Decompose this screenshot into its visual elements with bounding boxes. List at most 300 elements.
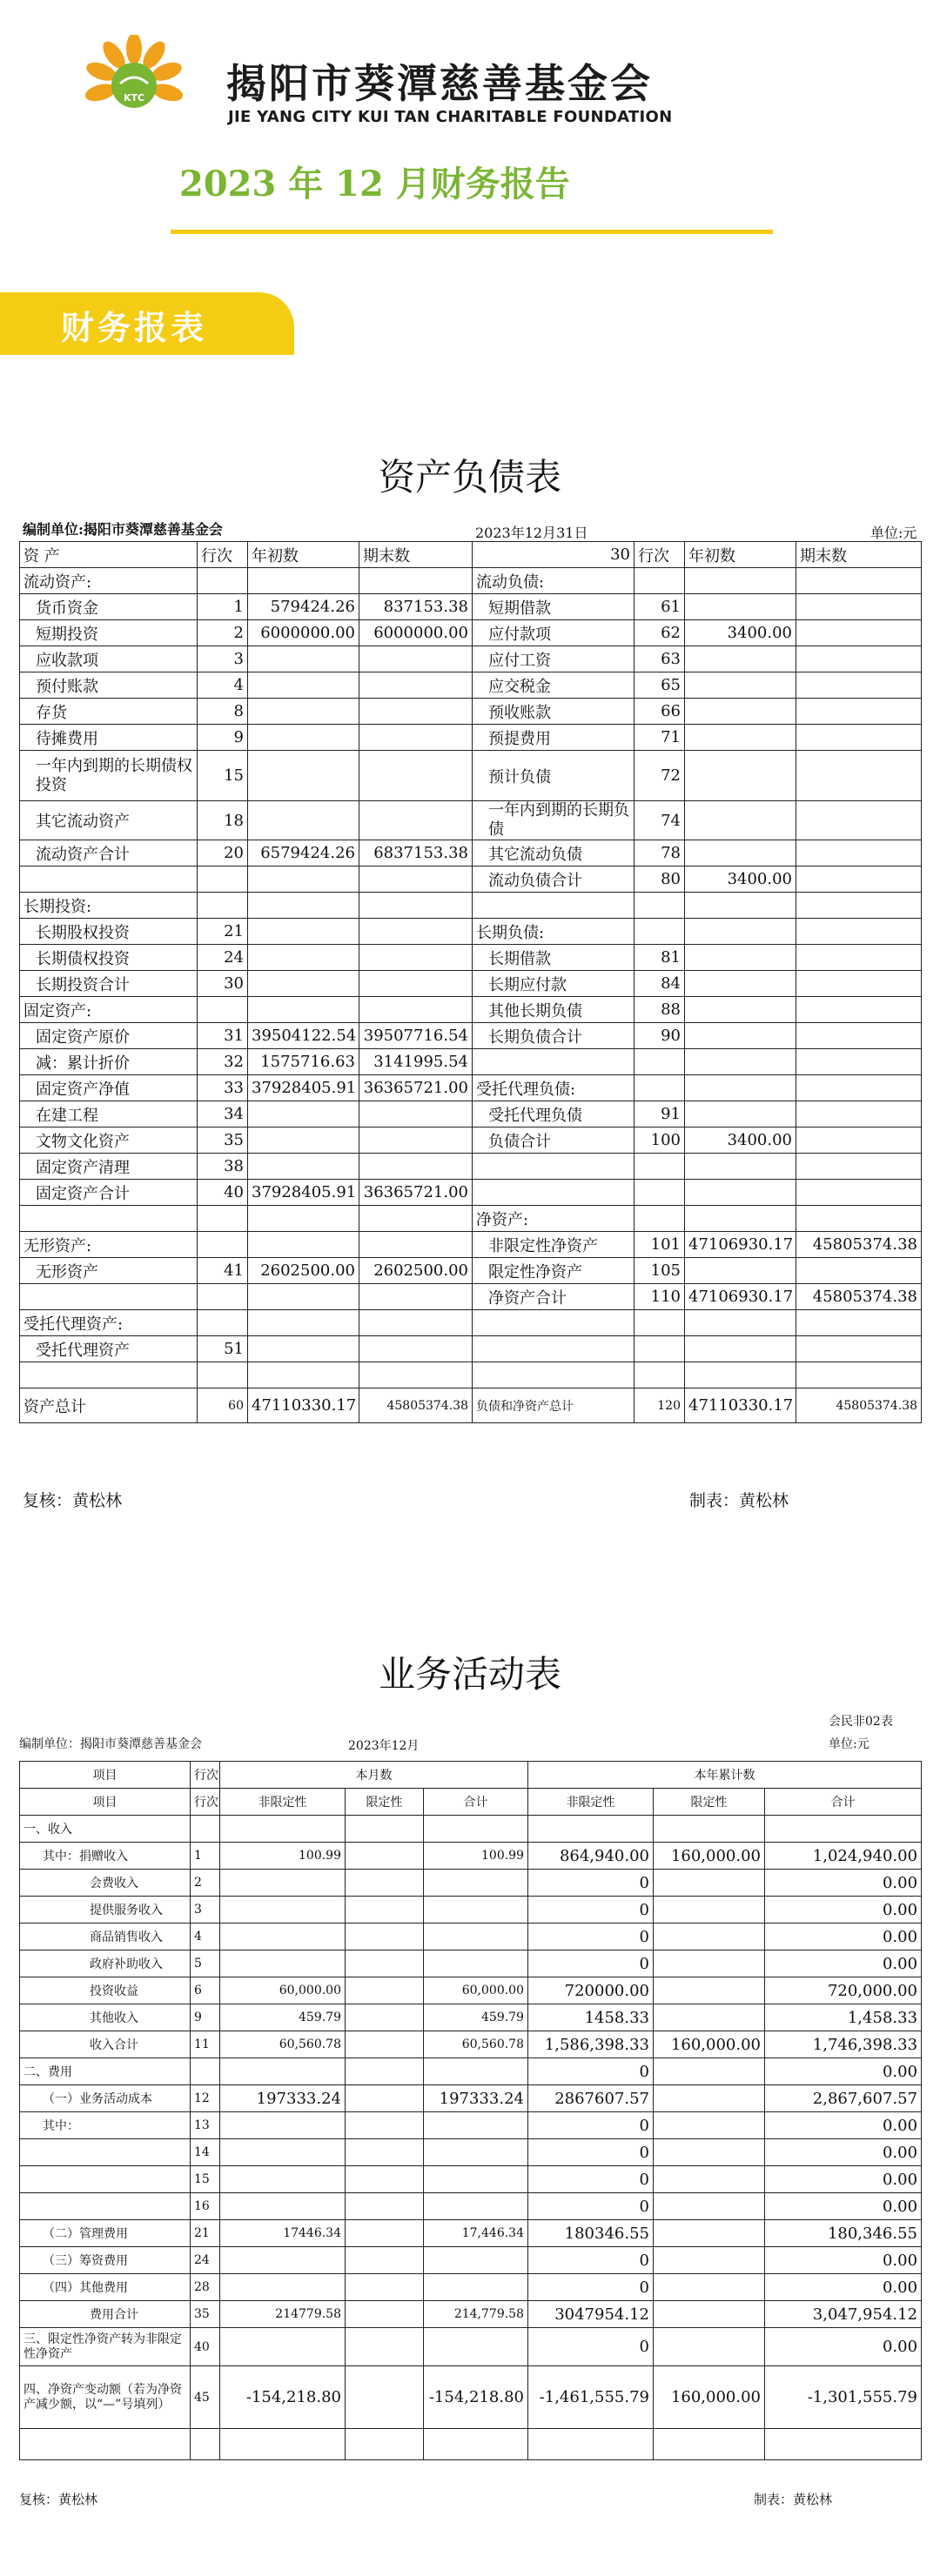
table-cell: 年初数: [685, 542, 796, 568]
table-row: [20, 1232, 922, 1258]
table-cell: 0.00: [765, 2274, 922, 2301]
table-cell: [359, 801, 473, 840]
table-cell: [198, 997, 248, 1023]
table-cell: 流动资产合计: [20, 840, 198, 866]
table-cell: 33: [198, 1075, 248, 1101]
table-cell: 14: [191, 2139, 220, 2166]
table-row: [20, 2301, 922, 2328]
table-cell: 37928405.91: [248, 1075, 359, 1101]
table-cell: 3047954.12: [528, 2301, 654, 2328]
table-cell: 期末数: [359, 542, 473, 568]
table-row: [20, 1897, 922, 1924]
table-cell: [198, 1362, 248, 1388]
balance-currency: 单位:元: [870, 525, 917, 541]
table-cell: 0.00: [765, 2139, 922, 2166]
table-cell: [796, 997, 922, 1023]
table-cell: 62: [634, 620, 685, 646]
table-cell: 0: [528, 1897, 654, 1924]
table-cell: [346, 2166, 424, 2193]
table-cell: [473, 1362, 634, 1388]
table-cell: [424, 2058, 528, 2085]
table-cell: [685, 1101, 796, 1127]
table-cell: [359, 725, 473, 751]
table-cell: 11: [191, 2031, 220, 2058]
table-cell: [359, 945, 473, 971]
table-cell: 固定资产净值: [20, 1075, 198, 1101]
table-cell: 0: [528, 2328, 654, 2366]
table-row: [20, 1924, 922, 1950]
table-cell: 160,000.00: [654, 2031, 765, 2058]
table-cell: [685, 1180, 796, 1206]
table-cell: 35: [198, 1127, 248, 1154]
table-cell: 合计: [765, 1789, 922, 1816]
table-cell: 0.00: [765, 2193, 922, 2220]
table-cell: [424, 2166, 528, 2193]
table-cell: [248, 1362, 359, 1388]
table-cell: 政府补助收入: [20, 1950, 191, 1977]
table-cell: [248, 1310, 359, 1336]
table-cell: 65: [634, 672, 685, 699]
table-cell: 其他收入: [20, 2004, 191, 2031]
table-cell: [220, 2112, 346, 2139]
table-cell: [248, 1154, 359, 1180]
table-cell: 40: [198, 1180, 248, 1206]
table-cell: [796, 1258, 922, 1284]
table-row: [20, 2085, 922, 2112]
table-cell: 二、费用: [20, 2058, 191, 2085]
table-cell: [796, 1206, 922, 1232]
table-cell: [198, 1232, 248, 1258]
table-cell: [346, 2085, 424, 2112]
table-cell: [20, 2429, 191, 2460]
table-cell: 0: [528, 2193, 654, 2220]
table-cell: [685, 945, 796, 971]
table-row: [20, 2139, 922, 2166]
table-cell: [248, 646, 359, 672]
table-cell: 3400.00: [685, 866, 796, 893]
table-cell: 100: [634, 1127, 685, 1154]
table-cell: [346, 2004, 424, 2031]
table-cell: 行次: [198, 542, 248, 568]
table-cell: [359, 1310, 473, 1336]
table-cell: 2602500.00: [248, 1258, 359, 1284]
table-cell: 60,560.78: [424, 2031, 528, 2058]
table-cell: 28: [191, 2274, 220, 2301]
table-cell: [654, 1950, 765, 1977]
table-cell: [346, 2301, 424, 2328]
table-cell: 0: [528, 2058, 654, 2085]
table-cell: [654, 2247, 765, 2274]
table-cell: 47110330.17: [248, 1388, 359, 1423]
table-row: [20, 751, 922, 801]
table-cell: [346, 2112, 424, 2139]
table-cell: [346, 2193, 424, 2220]
table-cell: [220, 2139, 346, 2166]
table-cell: 24: [191, 2247, 220, 2274]
table-cell: 47106930.17: [685, 1284, 796, 1310]
table-cell: [473, 1180, 634, 1206]
table-cell: [685, 971, 796, 997]
table-cell: 20: [198, 840, 248, 866]
table-cell: 4: [191, 1924, 220, 1950]
table-cell: [359, 646, 473, 672]
table-row: [20, 1127, 922, 1154]
table-cell: 0: [528, 1950, 654, 1977]
table-cell: 流动负债合计: [473, 866, 634, 893]
table-cell: 存货: [20, 699, 198, 725]
table-cell: 110: [634, 1284, 685, 1310]
table-cell: （四）其他费用: [20, 2274, 191, 2301]
table-row: [20, 2366, 922, 2429]
table-cell: 流动负债:: [473, 568, 634, 594]
table-cell: 应收款项: [20, 646, 198, 672]
table-cell: [685, 1258, 796, 1284]
table-cell: 负债合计: [473, 1127, 634, 1154]
table-cell: [220, 1897, 346, 1924]
table-row: [20, 840, 922, 866]
table-cell: 行次: [191, 1762, 220, 1789]
table-cell: [20, 2139, 191, 2166]
table-cell: 固定资产清理: [20, 1154, 198, 1180]
table-cell: 0: [528, 2274, 654, 2301]
table-cell: 30: [198, 971, 248, 997]
table-cell: 资产总计: [20, 1388, 198, 1423]
table-cell: [685, 594, 796, 620]
table-cell: [654, 2004, 765, 2031]
table-cell: [528, 2429, 654, 2460]
table-cell: 60,000.00: [424, 1977, 528, 2004]
table-cell: 一年内到期的长期负债: [473, 801, 634, 840]
table-cell: [20, 1362, 198, 1388]
table-cell: -154,218.80: [424, 2366, 528, 2429]
table-cell: 51: [198, 1336, 248, 1362]
table-cell: 45: [191, 2366, 220, 2429]
table-header-row: [20, 1762, 922, 1789]
table-row: [20, 1101, 922, 1127]
table-cell: [685, 1206, 796, 1232]
table-cell: 一、收入: [20, 1816, 191, 1843]
table-cell: [220, 1924, 346, 1950]
table-cell: 受托代理资产: [20, 1336, 198, 1362]
table-cell: 40: [191, 2328, 220, 2366]
table-row: [20, 2031, 922, 2058]
table-cell: 2: [198, 620, 248, 646]
table-cell: [220, 2247, 346, 2274]
table-cell: [191, 2429, 220, 2460]
table-cell: [248, 1101, 359, 1127]
table-cell: [346, 2058, 424, 2085]
table-cell: [248, 945, 359, 971]
table-cell: 0.00: [765, 2166, 922, 2193]
table-row: [20, 2058, 922, 2085]
table-cell: [346, 1924, 424, 1950]
activity-sheet-title: 业务活动表: [378, 1653, 561, 1696]
table-cell: [654, 2429, 765, 2460]
table-cell: 36365721.00: [359, 1075, 473, 1101]
table-cell: 资 产: [20, 542, 198, 568]
table-cell: 一年内到期的长期债权投资: [20, 751, 198, 801]
table-cell: 在建工程: [20, 1101, 198, 1127]
table-cell: [685, 1023, 796, 1049]
table-cell: 非限定性: [220, 1789, 346, 1816]
table-cell: [685, 672, 796, 699]
table-cell: 15: [191, 2166, 220, 2193]
table-cell: 24: [198, 945, 248, 971]
table-cell: [346, 2366, 424, 2429]
table-cell: [685, 1075, 796, 1101]
table-cell: [424, 2274, 528, 2301]
table-cell: [685, 1154, 796, 1180]
table-cell: [685, 1049, 796, 1075]
table-cell: 1: [198, 594, 248, 620]
table-cell: [796, 751, 922, 801]
table-cell: 0.00: [765, 2247, 922, 2274]
balance-reviewer: 复核：黄松林: [23, 1491, 123, 1510]
table-cell: 579424.26: [248, 594, 359, 620]
table-cell: 864,940.00: [528, 1843, 654, 1870]
table-cell: 其它流动负债: [473, 840, 634, 866]
table-cell: 短期借款: [473, 594, 634, 620]
table-cell: 197333.24: [424, 2085, 528, 2112]
table-cell: [248, 1206, 359, 1232]
table-cell: [654, 2112, 765, 2139]
table-cell: 81: [634, 945, 685, 971]
table-cell: 31: [198, 1023, 248, 1049]
table-cell: [424, 1816, 528, 1843]
table-cell: [654, 2220, 765, 2247]
table-row: [20, 2247, 922, 2274]
table-cell: 2,867,607.57: [765, 2085, 922, 2112]
table-cell: 1: [191, 1843, 220, 1870]
table-cell: [424, 1870, 528, 1897]
table-cell: 0: [528, 2247, 654, 2274]
table-cell: 2867607.57: [528, 2085, 654, 2112]
table-cell: 净资产合计: [473, 1284, 634, 1310]
table-cell: [220, 2193, 346, 2220]
table-cell: [220, 2274, 346, 2301]
table-cell: 1,024,940.00: [765, 1843, 922, 1870]
table-cell: [346, 1870, 424, 1897]
foundation-logo: [85, 35, 183, 132]
table-row: [20, 2328, 922, 2366]
table-cell: 长期投资:: [20, 893, 198, 919]
activity-currency: 单位:元: [829, 1737, 870, 1751]
table-cell: （二）管理费用: [20, 2220, 191, 2247]
table-cell: [634, 1154, 685, 1180]
table-row: [20, 620, 922, 646]
table-cell: [796, 1362, 922, 1388]
table-cell: [634, 1206, 685, 1232]
table-cell: 限定性: [346, 1789, 424, 1816]
table-cell: 6837153.38: [359, 840, 473, 866]
table-cell: 13: [191, 2112, 220, 2139]
table-cell: [359, 699, 473, 725]
table-cell: [634, 1310, 685, 1336]
table-cell: 其中：捐赠收入: [20, 1843, 191, 1870]
table-cell: 3: [191, 1897, 220, 1924]
org-name-en: JIE YANG CITY KUI TAN CHARITABLE FOUNDATION: [228, 108, 673, 126]
table-cell: 1,586,398.33: [528, 2031, 654, 2058]
table-cell: [796, 893, 922, 919]
table-cell: 8: [198, 699, 248, 725]
table-cell: [359, 751, 473, 801]
table-cell: [654, 2139, 765, 2166]
table-row: [20, 1310, 922, 1336]
table-cell: [796, 919, 922, 945]
table-cell: [473, 1336, 634, 1362]
table-cell: 39507716.54: [359, 1023, 473, 1049]
table-cell: 行次: [191, 1789, 220, 1816]
table-cell: 88: [634, 997, 685, 1023]
table-cell: （一）业务活动成本: [20, 2085, 191, 2112]
table-cell: 5: [191, 1950, 220, 1977]
report-title: 2023 年 12 月财务报告: [179, 164, 570, 204]
table-cell: 105: [634, 1258, 685, 1284]
table-cell: [654, 1897, 765, 1924]
table-cell: 3400.00: [685, 620, 796, 646]
table-cell: [634, 568, 685, 594]
table-cell: [796, 1154, 922, 1180]
table-cell: 0.00: [765, 1950, 922, 1977]
table-cell: [654, 2058, 765, 2085]
table-cell: [248, 568, 359, 594]
table-row: [20, 1075, 922, 1101]
table-cell: [796, 971, 922, 997]
table-cell: 60,560.78: [220, 2031, 346, 2058]
table-cell: 100.99: [424, 1843, 528, 1870]
table-cell: [685, 725, 796, 751]
table-cell: 负债和净资产总计: [473, 1388, 634, 1423]
table-cell: [634, 1362, 685, 1388]
table-cell: [191, 1816, 220, 1843]
table-cell: 78: [634, 840, 685, 866]
table-cell: [796, 594, 922, 620]
balance-date: 2023年12月31日: [475, 525, 588, 541]
table-cell: 其它流动资产: [20, 801, 198, 840]
table-cell: 受托代理负债:: [473, 1075, 634, 1101]
table-cell: 30: [473, 542, 634, 568]
table-cell: [685, 1336, 796, 1362]
org-name-cn: 揭阳市葵潭慈善基金会: [226, 60, 653, 107]
table-cell: 12: [191, 2085, 220, 2112]
table-cell: 71: [634, 725, 685, 751]
table-cell: [346, 1950, 424, 1977]
table-cell: 21: [198, 919, 248, 945]
table-cell: 100.99: [220, 1843, 346, 1870]
table-cell: 长期应付款: [473, 971, 634, 997]
table-cell: [248, 699, 359, 725]
table-cell: 0: [528, 2166, 654, 2193]
table-cell: 80: [634, 866, 685, 893]
table-cell: [248, 919, 359, 945]
table-cell: [424, 2193, 528, 2220]
table-cell: [685, 699, 796, 725]
table-cell: 四、净资产变动额（若为净资产减少额，以“—”号填列）: [20, 2366, 191, 2429]
table-cell: 63: [634, 646, 685, 672]
table-cell: 非限定性净资产: [473, 1232, 634, 1258]
table-cell: 74: [634, 801, 685, 840]
table-cell: [248, 801, 359, 840]
table-cell: [359, 866, 473, 893]
table-cell: [424, 2247, 528, 2274]
table-cell: [359, 568, 473, 594]
table-cell: 45805374.38: [796, 1232, 922, 1258]
table-cell: [528, 1816, 654, 1843]
logo-text: KTC: [123, 92, 145, 104]
table-cell: 84: [634, 971, 685, 997]
title-divider: [171, 230, 773, 234]
table-cell: [220, 2429, 346, 2460]
table-cell: 2602500.00: [359, 1258, 473, 1284]
table-cell: [765, 1816, 922, 1843]
table-cell: [198, 1206, 248, 1232]
table-cell: 期末数: [796, 542, 922, 568]
table-cell: [248, 1284, 359, 1310]
table-cell: 应交税金: [473, 672, 634, 699]
table-cell: 长期股权投资: [20, 919, 198, 945]
table-cell: [685, 801, 796, 840]
table-row: [20, 1870, 922, 1897]
table-cell: 长期负债合计: [473, 1023, 634, 1049]
table-cell: [359, 997, 473, 1023]
table-cell: 费用合计: [20, 2301, 191, 2328]
table-cell: 其他长期负债: [473, 997, 634, 1023]
table-cell: 47110330.17: [685, 1388, 796, 1423]
table-cell: 本月数: [220, 1762, 528, 1789]
table-cell: [654, 2274, 765, 2301]
table-cell: [346, 2220, 424, 2247]
table-cell: [685, 568, 796, 594]
table-cell: [359, 919, 473, 945]
table-cell: 文物文化资产: [20, 1127, 198, 1154]
activity-form-code: 会民非02表: [829, 1715, 893, 1729]
table-row: [20, 1023, 922, 1049]
table-cell: 减：累计折价: [20, 1049, 198, 1075]
table-header-row: [20, 1789, 922, 1816]
table-cell: [248, 866, 359, 893]
table-cell: [796, 801, 922, 840]
table-cell: 长期负债:: [473, 919, 634, 945]
table-cell: 非限定性: [528, 1789, 654, 1816]
table-cell: 投资收益: [20, 1977, 191, 2004]
table-cell: 180346.55: [528, 2220, 654, 2247]
table-cell: 限定性净资产: [473, 1258, 634, 1284]
table-cell: [685, 840, 796, 866]
table-row: [20, 2193, 922, 2220]
table-cell: [654, 2328, 765, 2366]
table-cell: [248, 672, 359, 699]
table-cell: [473, 893, 634, 919]
table-cell: 61: [634, 594, 685, 620]
table-cell: 16: [191, 2193, 220, 2220]
table-cell: [359, 893, 473, 919]
table-cell: [359, 1284, 473, 1310]
table-cell: 固定资产合计: [20, 1180, 198, 1206]
table-cell: [654, 2085, 765, 2112]
table-cell: [796, 1310, 922, 1336]
table-cell: [20, 1206, 198, 1232]
section-tab-label: 财务报表: [61, 309, 208, 347]
table-cell: 长期投资合计: [20, 971, 198, 997]
table-cell: 0.00: [765, 1897, 922, 1924]
table-cell: [796, 1180, 922, 1206]
table-cell: 0: [528, 2139, 654, 2166]
table-cell: [796, 1049, 922, 1075]
table-cell: 60,000.00: [220, 1977, 346, 2004]
table-cell: [796, 646, 922, 672]
table-cell: （三）筹资费用: [20, 2247, 191, 2274]
table-cell: 6: [191, 1977, 220, 2004]
